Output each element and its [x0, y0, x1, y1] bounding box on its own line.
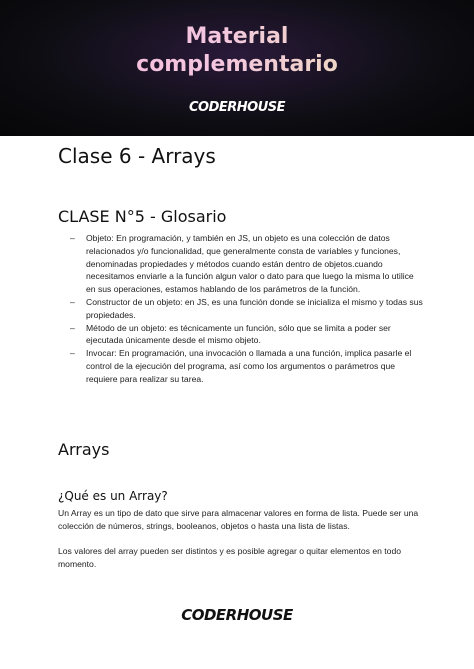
- glossary-item-text: Objeto: En programación, y también en JS, un objeto es una colección de datos relacionados y/o funcionalidad, que generalmente consta de variables y funciones, denominadas propiedades y métodos cuando están dentro de objetos.cuando necesitamos enviarle a la función algun valor o dato para que luego la misma lo utilice en sus operaciones, estamos hablando de los parámetros de la función.: [86, 233, 414, 295]
- glossary-item-text: Invocar: En programación, una invocación o llamada a una función, implica pasarle el control de la ejecución del programa, así como los argumentos o parámetros que requiere para realizar su tarea.: [86, 348, 412, 384]
- footer-brand-logo: CODERHOUSE: [181, 606, 293, 624]
- glossary-item: [64, 322, 424, 348]
- question-heading: ¿Qué es un Array?: [58, 489, 168, 503]
- dash-bullet: –: [70, 322, 75, 333]
- dash-bullet: –: [70, 296, 75, 307]
- header-banner: [0, 0, 474, 136]
- glossary-item: [64, 296, 424, 322]
- glossary-item: [64, 347, 424, 385]
- glossary-heading: CLASE N°5 - Glosario: [58, 207, 227, 226]
- header-title-line2: complementario: [0, 51, 474, 79]
- header-title-line1: Material: [0, 23, 474, 51]
- arrays-heading: Arrays: [58, 440, 110, 459]
- glossary-item-text: Constructor de un objeto: en JS, es una función donde se inicializa el mismo y todas sus propiedades.: [86, 296, 423, 320]
- glossary-item: [64, 232, 424, 296]
- paragraph-array-definition: Un Array es un tipo de dato que sirve para almacenar valores en forma de lista. Puede ser una colección de números, strings, booleanos, objetos o hasta una lista de listas.: [58, 508, 419, 531]
- lesson-title: Clase 6 - Arrays: [58, 144, 216, 168]
- glossary-item-text: Método de un objeto: es técnicamente un función, sólo que se limita a poder ser ejecutada únicamente desde el mismo objeto.: [86, 322, 391, 346]
- dash-bullet: –: [70, 348, 75, 359]
- brand-logo: CODERHOUSE: [188, 100, 285, 115]
- dash-bullet: –: [70, 233, 75, 243]
- glossary-list: [64, 232, 424, 386]
- paragraph-array-values: Los valores del array pueden ser distintos y es posible agregar o quitar elementos en todo momento.: [58, 546, 401, 569]
